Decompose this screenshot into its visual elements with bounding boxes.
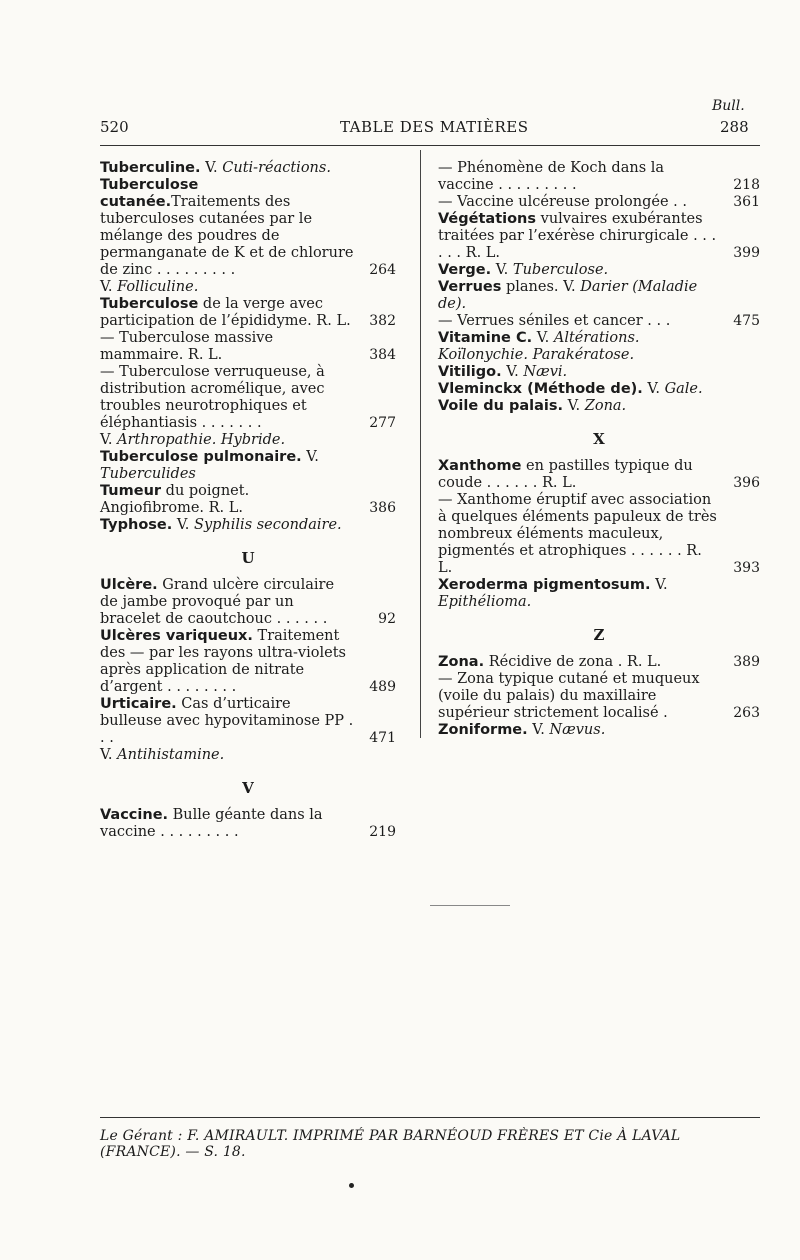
entry-heading: Tuberculine. [100, 160, 201, 176]
index-entry [438, 262, 760, 279]
entry-heading: Verge. [438, 262, 492, 278]
index-entry [438, 313, 760, 330]
entry-text [438, 262, 718, 279]
entry-plain: — Xanthome éruptif avec association à quelques éléments papuleux de très nombreux éléments maculeux, pigmentés et atrophiques . . . . . . R. L. [438, 492, 717, 576]
index-entry [100, 449, 396, 483]
index-entry [438, 492, 760, 577]
entry-plain: — Vaccine ulcéreuse prolongée . . [438, 194, 687, 210]
entry-heading: Tuberculose pulmonaire. [100, 449, 302, 465]
page-title: TABLE DES MATIÈRES [340, 118, 529, 136]
entry-description: V. [650, 577, 668, 593]
entry-heading: Zona. [438, 654, 485, 670]
entry-plain: V. [100, 279, 118, 295]
index-entry [100, 279, 396, 296]
index-entry [100, 577, 396, 628]
index-entry [438, 654, 760, 671]
entry-text [100, 279, 354, 296]
entry-reference: Tuberculose. [512, 262, 609, 278]
entry-heading: Vaccine. [100, 807, 169, 823]
entry-reference: Zona. [584, 398, 627, 414]
index-entry [438, 211, 760, 262]
entry-page-number: 475 [733, 313, 760, 329]
entry-reference: Nævi. [523, 364, 568, 380]
bottom-rule-short [430, 905, 510, 906]
entry-text [438, 313, 718, 330]
entry-description: V. [642, 381, 665, 397]
entry-reference: Folliculine. [117, 279, 199, 295]
entry-heading: Xeroderma pigmentosum. [438, 577, 651, 593]
printer-footer: Le Gérant : F. AMIRAULT. IMPRIMÉ PAR BARNÉOUD FRÈRES ET Cie À LAVAL (FRANCE). — S. 18. [100, 1128, 681, 1160]
entry-heading: Zoniforme. [438, 722, 528, 738]
entry-heading: Tuberculose [100, 296, 199, 312]
section-letter: Z [593, 626, 605, 644]
entry-text [100, 177, 354, 279]
index-entry [438, 458, 760, 492]
index-entry [438, 279, 760, 313]
entry-text [100, 364, 354, 432]
entry-page-number: 384 [369, 347, 396, 363]
entry-page-number: 218 [733, 177, 760, 193]
section-letter: V [242, 779, 254, 797]
entry-text [100, 517, 354, 534]
index-entry [100, 747, 396, 764]
section-letter: X [593, 430, 605, 448]
entry-heading: Voile du palais. [438, 398, 563, 414]
entry-text [438, 279, 718, 313]
entry-description: Cas d’urticaire bulleuse avec hypovitaminose PP . . . [100, 696, 354, 746]
entry-text [100, 577, 354, 628]
entry-plain: — Tuberculose verruqueuse, à distribution acromélique, avec troubles neurotrophiques et éléphantiasis . . . . . . . [100, 364, 325, 431]
entry-description: Récidive de zona . R. L. [484, 654, 662, 670]
index-entry [100, 177, 396, 279]
entry-text [100, 696, 354, 747]
entry-description: de la verge avec participation de l’épididyme. R. L. [100, 296, 351, 329]
entry-plain: — Verrues séniles et cancer . . . [438, 313, 671, 329]
entry-heading: Vleminckx (Méthode de). [438, 381, 643, 397]
entry-reference: Altérations. Koïlonychie. Parakératose. [438, 330, 640, 363]
footer-rule [100, 1117, 760, 1118]
entry-text [100, 483, 354, 517]
entry-plain: V. [100, 432, 118, 448]
entry-heading: Urticaire. [100, 696, 177, 712]
entry-page-number: 396 [733, 475, 760, 491]
index-entry [100, 483, 396, 517]
entry-heading: Vitamine C. [438, 330, 533, 346]
entry-description: V. [563, 398, 585, 414]
index-entry [438, 577, 760, 611]
entry-text [100, 807, 354, 841]
bleed-through [438, 760, 760, 1100]
index-entry [438, 194, 760, 211]
index-entry [100, 160, 396, 177]
entry-text [100, 449, 354, 483]
entry-text [438, 398, 718, 415]
page-number: 520 [100, 118, 129, 136]
entry-reference: Tuberculides [100, 466, 196, 482]
entry-description: V. [301, 449, 319, 465]
entry-description: Grand ulcère circulaire de jambe provoqué par un bracelet de caoutchouc . . . . . . [100, 577, 335, 627]
index-entry [100, 696, 396, 747]
entry-plain: — Phénomène de Koch dans la vaccine . . . . . . . . . [438, 160, 665, 193]
entry-page-number: 386 [369, 500, 396, 516]
entry-description: vulvaires exubérantes traitées par l’exérèse chirurgicale . . . . . . R. L. [438, 211, 717, 261]
entry-text [100, 432, 354, 449]
entry-plain: — Zona typique cutané et muqueux (voile du palais) du maxillaire supérieur strictement localisé . [438, 671, 700, 721]
entry-plain: V. [100, 747, 118, 763]
entry-page-number: 264 [369, 262, 396, 278]
entry-reference: Gale. [664, 381, 703, 397]
entry-reference: Epithélioma. [438, 594, 532, 610]
entry-page-number: 393 [733, 560, 760, 576]
entry-description: V. [200, 160, 223, 176]
entry-text [438, 654, 718, 671]
entry-page-number: 277 [369, 415, 396, 431]
entry-text [100, 330, 354, 364]
entry-text [438, 381, 718, 398]
entry-plain: — Tuberculose massive mammaire. R. L. [100, 330, 274, 363]
entry-page-number: 471 [369, 730, 396, 746]
header-rule [100, 145, 760, 146]
entry-page-number: 382 [369, 313, 396, 329]
entry-text [438, 577, 718, 611]
right-column [438, 160, 760, 739]
index-entry [100, 330, 396, 364]
entry-page-number: 389 [733, 654, 760, 670]
index-entry [438, 364, 760, 381]
entry-page-number: 263 [733, 705, 760, 721]
entry-description: planes. V. [501, 279, 581, 295]
entry-text [438, 492, 718, 577]
entry-description: V. [527, 722, 550, 738]
index-entry [438, 722, 760, 739]
index-entry [438, 381, 760, 398]
entry-page-number: 92 [378, 611, 396, 627]
entry-description: Traitement des — par les rayons ultra-violets après application de nitrate d’argent . . . . . . . . [100, 628, 346, 695]
index-entry [438, 671, 760, 722]
entry-reference: Darier (Maladie de). [438, 279, 698, 312]
entry-text [100, 628, 354, 696]
column-divider [420, 150, 421, 738]
entry-text [438, 211, 718, 262]
entry-heading: Vitiligo. [438, 364, 502, 380]
index-entry [100, 296, 396, 330]
entry-text [438, 458, 718, 492]
index-entry [100, 432, 396, 449]
entry-description: Traitements des tuberculoses cutanées par le mélange des poudres de permanganate de K et de chlorure de zinc . . . . . . . . . [100, 194, 354, 278]
entry-description: V. [532, 330, 554, 346]
index-entry [438, 330, 760, 364]
entry-heading: Tumeur [100, 483, 162, 499]
entry-reference: Nævus. [549, 722, 606, 738]
entry-text [438, 671, 718, 722]
entry-description: en pastilles typique du coude . . . . . . R. L. [438, 458, 693, 491]
entry-text [438, 160, 718, 194]
entry-text [438, 330, 718, 364]
entry-reference: Arthropathie. Hybride. [117, 432, 286, 448]
entry-text [100, 296, 354, 330]
entry-heading: Typhose. [100, 517, 173, 533]
entry-description: V. [172, 517, 195, 533]
entry-text [438, 364, 718, 381]
entry-heading: Végétations [438, 211, 537, 227]
index-entry [438, 160, 760, 194]
entry-reference: Antihistamine. [117, 747, 225, 763]
volume-number: 288 [720, 118, 749, 136]
entry-text [438, 722, 718, 739]
index-entry [100, 364, 396, 432]
index-entry [100, 807, 396, 841]
entry-heading: Verrues [438, 279, 502, 295]
entry-heading: Ulcères variqueux. [100, 628, 253, 644]
entry-heading: Tuberculose cutanée. [100, 177, 199, 210]
entry-description: Bulle géante dans la vaccine . . . . . . . . . [100, 807, 323, 840]
index-entry [100, 517, 396, 534]
entry-text [100, 160, 354, 177]
left-column [100, 160, 396, 841]
entry-page-number: 489 [369, 679, 396, 695]
index-entry [438, 398, 760, 415]
entry-heading: Xanthome [438, 458, 522, 474]
ink-dot [349, 1183, 354, 1188]
index-entry [100, 628, 396, 696]
entry-text [100, 747, 354, 764]
section-letter: U [241, 549, 255, 567]
entry-heading: Ulcère. [100, 577, 158, 593]
journal-label: Bull. [712, 98, 745, 114]
entry-text [438, 194, 718, 211]
entry-page-number: 399 [733, 245, 760, 261]
entry-description: V. [491, 262, 513, 278]
entry-description: V. [501, 364, 524, 380]
entry-reference: Cuti-réactions. [222, 160, 331, 176]
entry-reference: Syphilis secondaire. [194, 517, 342, 533]
entry-page-number: 361 [733, 194, 760, 210]
entry-description: du poignet. Angiofibrome. R. L. [100, 483, 250, 516]
entry-page-number: 219 [369, 824, 396, 840]
